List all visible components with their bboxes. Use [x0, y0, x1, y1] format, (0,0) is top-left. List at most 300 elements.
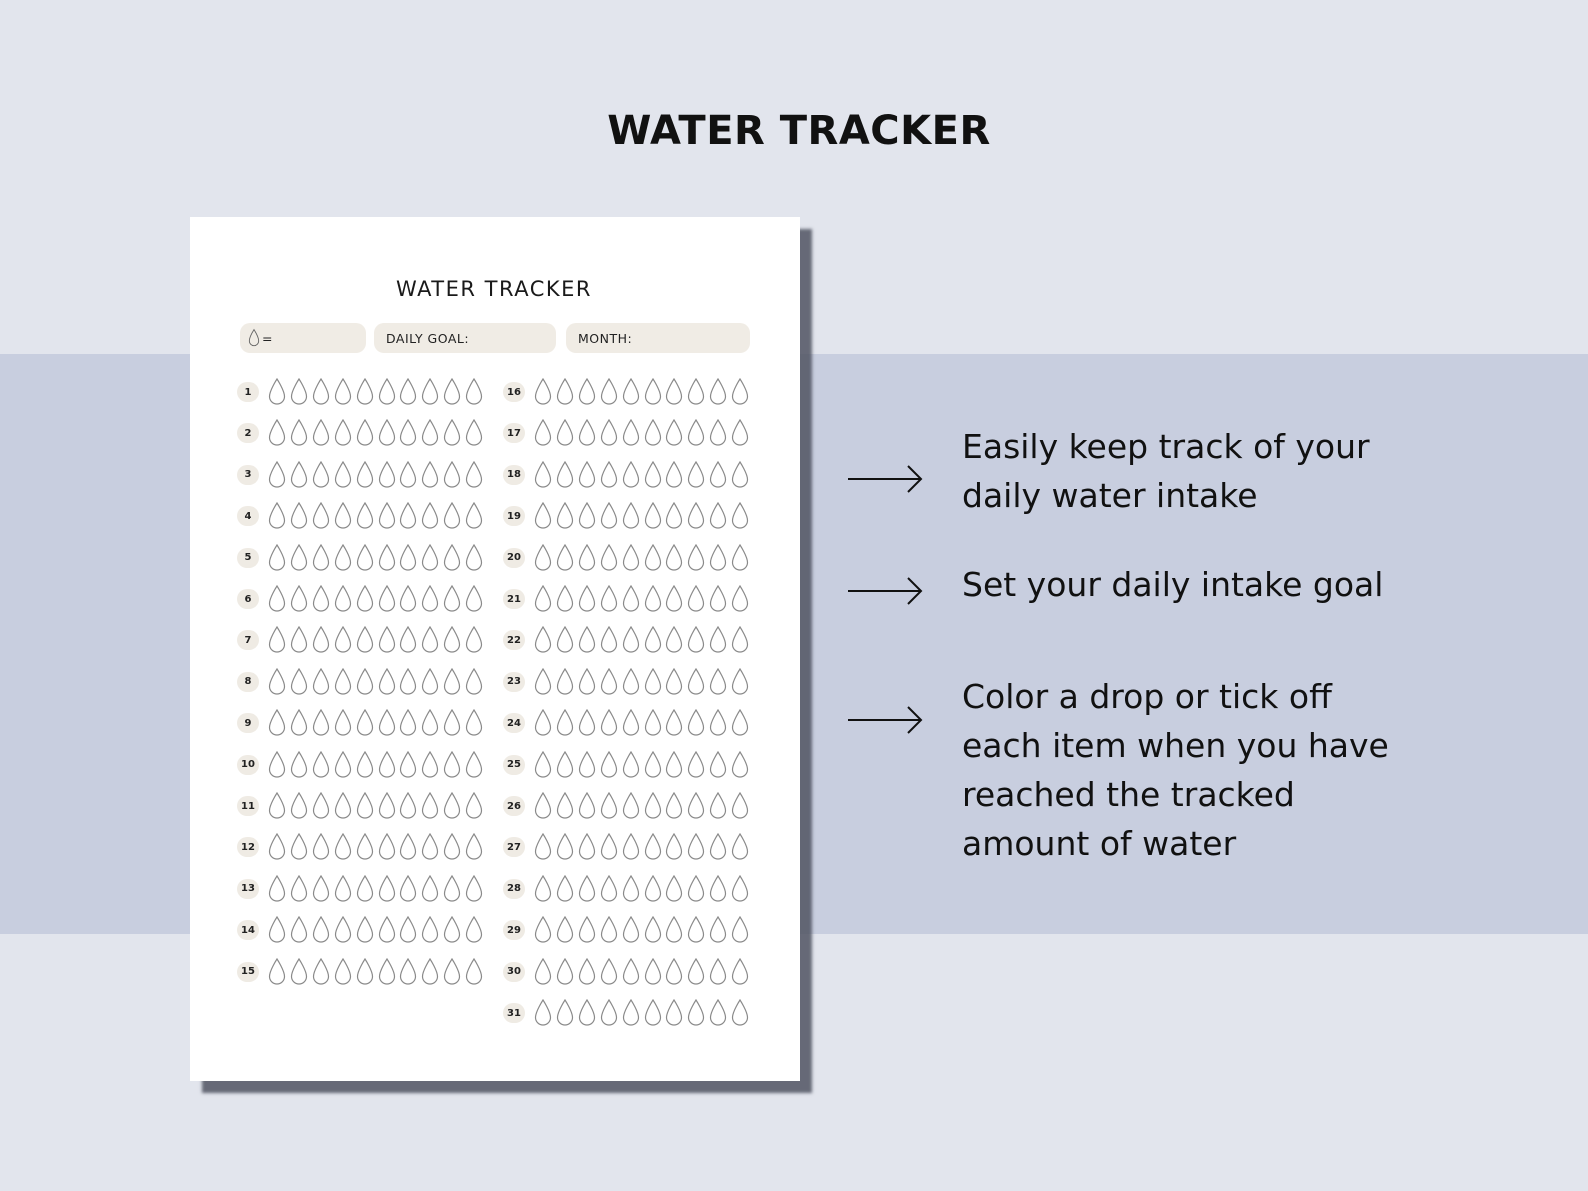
water-drop-icon[interactable] — [356, 585, 374, 612]
water-drop-icon[interactable] — [443, 461, 461, 488]
water-drop-icon[interactable] — [268, 751, 286, 778]
water-drop-icon[interactable] — [622, 461, 640, 488]
water-drop-icon[interactable] — [312, 585, 330, 612]
water-drop-icon[interactable] — [399, 958, 417, 985]
water-drop-icon[interactable] — [378, 544, 396, 571]
water-drop-icon[interactable] — [356, 461, 374, 488]
water-drop-icon[interactable] — [622, 419, 640, 446]
water-drop-icon[interactable] — [622, 544, 640, 571]
water-drop-icon[interactable] — [378, 419, 396, 446]
water-drop-icon[interactable] — [312, 544, 330, 571]
water-drop-icon[interactable] — [421, 916, 439, 943]
water-drop-icon[interactable] — [556, 626, 574, 653]
water-drop-icon[interactable] — [600, 833, 618, 860]
water-drop-icon[interactable] — [644, 792, 662, 819]
water-drop-icon[interactable] — [578, 502, 596, 529]
water-drop-icon[interactable] — [665, 792, 683, 819]
water-drop-icon[interactable] — [378, 792, 396, 819]
water-drop-icon[interactable] — [644, 999, 662, 1026]
water-drop-icon[interactable] — [421, 626, 439, 653]
water-drop-icon[interactable] — [399, 916, 417, 943]
water-drop-icon[interactable] — [356, 668, 374, 695]
water-drop-icon[interactable] — [687, 958, 705, 985]
drop-unit-field[interactable] — [240, 323, 366, 353]
water-drop-icon[interactable] — [731, 585, 749, 612]
water-drop-icon[interactable] — [665, 585, 683, 612]
water-drop-icon[interactable] — [731, 461, 749, 488]
water-drop-icon[interactable] — [421, 833, 439, 860]
water-drop-icon[interactable] — [465, 419, 483, 446]
water-drop-icon[interactable] — [356, 875, 374, 902]
water-drop-icon[interactable] — [644, 544, 662, 571]
water-drop-icon[interactable] — [578, 958, 596, 985]
water-drop-icon[interactable] — [399, 833, 417, 860]
water-drop-icon[interactable] — [534, 792, 552, 819]
water-drop-icon[interactable] — [534, 916, 552, 943]
water-drop-icon[interactable] — [665, 378, 683, 405]
water-drop-icon[interactable] — [290, 875, 308, 902]
water-drop-icon[interactable] — [687, 792, 705, 819]
water-drop-icon[interactable] — [290, 751, 308, 778]
water-drop-icon[interactable] — [356, 958, 374, 985]
water-drop-icon[interactable] — [334, 626, 352, 653]
water-drop-icon[interactable] — [600, 419, 618, 446]
water-drop-icon[interactable] — [312, 461, 330, 488]
water-drop-icon[interactable] — [578, 916, 596, 943]
water-drop-icon[interactable] — [665, 461, 683, 488]
water-drop-icon[interactable] — [665, 751, 683, 778]
water-drop-icon[interactable] — [534, 875, 552, 902]
water-drop-icon[interactable] — [600, 585, 618, 612]
water-drop-icon[interactable] — [378, 461, 396, 488]
water-drop-icon[interactable] — [622, 626, 640, 653]
water-drop-icon[interactable] — [465, 502, 483, 529]
water-drop-icon[interactable] — [622, 709, 640, 736]
water-drop-icon[interactable] — [399, 502, 417, 529]
water-drop-icon[interactable] — [268, 833, 286, 860]
water-drop-icon[interactable] — [378, 502, 396, 529]
water-drop-icon[interactable] — [644, 875, 662, 902]
water-drop-icon[interactable] — [465, 792, 483, 819]
water-drop-icon[interactable] — [731, 751, 749, 778]
water-drop-icon[interactable] — [556, 792, 574, 819]
water-drop-icon[interactable] — [556, 544, 574, 571]
water-drop-icon[interactable] — [378, 626, 396, 653]
water-drop-icon[interactable] — [665, 999, 683, 1026]
water-drop-icon[interactable] — [290, 668, 308, 695]
water-drop-icon[interactable] — [465, 544, 483, 571]
water-drop-icon[interactable] — [334, 958, 352, 985]
water-drop-icon[interactable] — [644, 833, 662, 860]
water-drop-icon[interactable] — [578, 792, 596, 819]
water-drop-icon[interactable] — [334, 875, 352, 902]
water-drop-icon[interactable] — [334, 709, 352, 736]
water-drop-icon[interactable] — [421, 792, 439, 819]
water-drop-icon[interactable] — [622, 833, 640, 860]
water-drop-icon[interactable] — [399, 378, 417, 405]
water-drop-icon[interactable] — [578, 999, 596, 1026]
water-drop-icon[interactable] — [556, 916, 574, 943]
water-drop-icon[interactable] — [421, 378, 439, 405]
water-drop-icon[interactable] — [687, 668, 705, 695]
water-drop-icon[interactable] — [600, 668, 618, 695]
water-drop-icon[interactable] — [578, 626, 596, 653]
water-drop-icon[interactable] — [290, 378, 308, 405]
water-drop-icon[interactable] — [731, 544, 749, 571]
water-drop-icon[interactable] — [312, 502, 330, 529]
water-drop-icon[interactable] — [378, 751, 396, 778]
water-drop-icon[interactable] — [687, 709, 705, 736]
water-drop-icon[interactable] — [465, 378, 483, 405]
water-drop-icon[interactable] — [578, 668, 596, 695]
water-drop-icon[interactable] — [578, 461, 596, 488]
water-drop-icon[interactable] — [709, 378, 727, 405]
water-drop-icon[interactable] — [421, 461, 439, 488]
water-drop-icon[interactable] — [534, 751, 552, 778]
water-drop-icon[interactable] — [644, 461, 662, 488]
water-drop-icon[interactable] — [312, 668, 330, 695]
water-drop-icon[interactable] — [334, 833, 352, 860]
water-drop-icon[interactable] — [421, 544, 439, 571]
water-drop-icon[interactable] — [465, 668, 483, 695]
water-drop-icon[interactable] — [665, 419, 683, 446]
water-drop-icon[interactable] — [290, 544, 308, 571]
water-drop-icon[interactable] — [731, 378, 749, 405]
water-drop-icon[interactable] — [312, 751, 330, 778]
water-drop-icon[interactable] — [443, 668, 461, 695]
water-drop-icon[interactable] — [534, 378, 552, 405]
water-drop-icon[interactable] — [378, 668, 396, 695]
water-drop-icon[interactable] — [378, 585, 396, 612]
water-drop-icon[interactable] — [731, 419, 749, 446]
water-drop-icon[interactable] — [421, 709, 439, 736]
water-drop-icon[interactable] — [644, 626, 662, 653]
water-drop-icon[interactable] — [644, 958, 662, 985]
water-drop-icon[interactable] — [578, 544, 596, 571]
water-drop-icon[interactable] — [600, 875, 618, 902]
water-drop-icon[interactable] — [687, 419, 705, 446]
water-drop-icon[interactable] — [709, 502, 727, 529]
water-drop-icon[interactable] — [443, 916, 461, 943]
water-drop-icon[interactable] — [665, 875, 683, 902]
water-drop-icon[interactable] — [622, 875, 640, 902]
water-drop-icon[interactable] — [378, 709, 396, 736]
water-drop-icon[interactable] — [421, 875, 439, 902]
water-drop-icon[interactable] — [268, 709, 286, 736]
water-drop-icon[interactable] — [465, 833, 483, 860]
water-drop-icon[interactable] — [334, 585, 352, 612]
water-drop-icon[interactable] — [687, 502, 705, 529]
water-drop-icon[interactable] — [290, 958, 308, 985]
water-drop-icon[interactable] — [356, 792, 374, 819]
water-drop-icon[interactable] — [709, 751, 727, 778]
water-drop-icon[interactable] — [709, 585, 727, 612]
water-drop-icon[interactable] — [465, 461, 483, 488]
water-drop-icon[interactable] — [556, 833, 574, 860]
water-drop-icon[interactable] — [534, 958, 552, 985]
water-drop-icon[interactable] — [556, 378, 574, 405]
water-drop-icon[interactable] — [534, 544, 552, 571]
water-drop-icon[interactable] — [421, 668, 439, 695]
water-drop-icon[interactable] — [709, 833, 727, 860]
water-drop-icon[interactable] — [334, 916, 352, 943]
water-drop-icon[interactable] — [312, 958, 330, 985]
water-drop-icon[interactable] — [578, 419, 596, 446]
water-drop-icon[interactable] — [399, 792, 417, 819]
water-drop-icon[interactable] — [600, 502, 618, 529]
water-drop-icon[interactable] — [687, 626, 705, 653]
water-drop-icon[interactable] — [268, 958, 286, 985]
water-drop-icon[interactable] — [465, 751, 483, 778]
water-drop-icon[interactable] — [600, 958, 618, 985]
water-drop-icon[interactable] — [622, 378, 640, 405]
water-drop-icon[interactable] — [556, 502, 574, 529]
water-drop-icon[interactable] — [421, 958, 439, 985]
water-drop-icon[interactable] — [443, 875, 461, 902]
water-drop-icon[interactable] — [268, 585, 286, 612]
water-drop-icon[interactable] — [356, 751, 374, 778]
water-drop-icon[interactable] — [312, 875, 330, 902]
water-drop-icon[interactable] — [356, 709, 374, 736]
water-drop-icon[interactable] — [665, 502, 683, 529]
water-drop-icon[interactable] — [578, 378, 596, 405]
water-drop-icon[interactable] — [356, 833, 374, 860]
water-drop-icon[interactable] — [556, 668, 574, 695]
water-drop-icon[interactable] — [687, 833, 705, 860]
water-drop-icon[interactable] — [731, 502, 749, 529]
water-drop-icon[interactable] — [600, 916, 618, 943]
water-drop-icon[interactable] — [731, 668, 749, 695]
water-drop-icon[interactable] — [268, 544, 286, 571]
water-drop-icon[interactable] — [334, 792, 352, 819]
water-drop-icon[interactable] — [399, 751, 417, 778]
water-drop-icon[interactable] — [290, 502, 308, 529]
water-drop-icon[interactable] — [731, 875, 749, 902]
water-drop-icon[interactable] — [731, 833, 749, 860]
water-drop-icon[interactable] — [622, 916, 640, 943]
water-drop-icon[interactable] — [644, 668, 662, 695]
water-drop-icon[interactable] — [268, 668, 286, 695]
water-drop-icon[interactable] — [709, 419, 727, 446]
water-drop-icon[interactable] — [421, 585, 439, 612]
water-drop-icon[interactable] — [731, 958, 749, 985]
water-drop-icon[interactable] — [399, 709, 417, 736]
water-drop-icon[interactable] — [399, 668, 417, 695]
water-drop-icon[interactable] — [399, 461, 417, 488]
water-drop-icon[interactable] — [465, 875, 483, 902]
water-drop-icon[interactable] — [421, 419, 439, 446]
water-drop-icon[interactable] — [290, 461, 308, 488]
water-drop-icon[interactable] — [399, 544, 417, 571]
water-drop-icon[interactable] — [556, 958, 574, 985]
water-drop-icon[interactable] — [578, 833, 596, 860]
water-drop-icon[interactable] — [687, 461, 705, 488]
water-drop-icon[interactable] — [443, 502, 461, 529]
water-drop-icon[interactable] — [709, 709, 727, 736]
water-drop-icon[interactable] — [665, 668, 683, 695]
water-drop-icon[interactable] — [709, 626, 727, 653]
water-drop-icon[interactable] — [622, 999, 640, 1026]
water-drop-icon[interactable] — [556, 999, 574, 1026]
water-drop-icon[interactable] — [268, 792, 286, 819]
water-drop-icon[interactable] — [399, 626, 417, 653]
water-drop-icon[interactable] — [709, 792, 727, 819]
water-drop-icon[interactable] — [731, 626, 749, 653]
water-drop-icon[interactable] — [334, 419, 352, 446]
water-drop-icon[interactable] — [356, 378, 374, 405]
water-drop-icon[interactable] — [665, 544, 683, 571]
water-drop-icon[interactable] — [556, 461, 574, 488]
water-drop-icon[interactable] — [556, 875, 574, 902]
water-drop-icon[interactable] — [290, 709, 308, 736]
water-drop-icon[interactable] — [534, 626, 552, 653]
water-drop-icon[interactable] — [556, 585, 574, 612]
water-drop-icon[interactable] — [378, 875, 396, 902]
water-drop-icon[interactable] — [556, 419, 574, 446]
water-drop-icon[interactable] — [644, 916, 662, 943]
water-drop-icon[interactable] — [290, 419, 308, 446]
water-drop-icon[interactable] — [443, 709, 461, 736]
water-drop-icon[interactable] — [334, 751, 352, 778]
water-drop-icon[interactable] — [644, 709, 662, 736]
water-drop-icon[interactable] — [268, 916, 286, 943]
water-drop-icon[interactable] — [687, 585, 705, 612]
water-drop-icon[interactable] — [600, 461, 618, 488]
water-drop-icon[interactable] — [731, 916, 749, 943]
water-drop-icon[interactable] — [578, 875, 596, 902]
water-drop-icon[interactable] — [709, 668, 727, 695]
water-drop-icon[interactable] — [356, 544, 374, 571]
water-drop-icon[interactable] — [687, 751, 705, 778]
water-drop-icon[interactable] — [687, 916, 705, 943]
water-drop-icon[interactable] — [312, 833, 330, 860]
water-drop-icon[interactable] — [356, 502, 374, 529]
water-drop-icon[interactable] — [622, 751, 640, 778]
water-drop-icon[interactable] — [465, 916, 483, 943]
water-drop-icon[interactable] — [421, 751, 439, 778]
water-drop-icon[interactable] — [443, 544, 461, 571]
water-drop-icon[interactable] — [443, 419, 461, 446]
water-drop-icon[interactable] — [290, 626, 308, 653]
water-drop-icon[interactable] — [268, 378, 286, 405]
water-drop-icon[interactable] — [709, 461, 727, 488]
water-drop-icon[interactable] — [622, 502, 640, 529]
water-drop-icon[interactable] — [290, 916, 308, 943]
water-drop-icon[interactable] — [665, 833, 683, 860]
water-drop-icon[interactable] — [290, 585, 308, 612]
water-drop-icon[interactable] — [556, 709, 574, 736]
water-drop-icon[interactable] — [312, 916, 330, 943]
water-drop-icon[interactable] — [600, 544, 618, 571]
water-drop-icon[interactable] — [709, 875, 727, 902]
water-drop-icon[interactable] — [290, 792, 308, 819]
water-drop-icon[interactable] — [268, 502, 286, 529]
water-drop-icon[interactable] — [731, 709, 749, 736]
water-drop-icon[interactable] — [578, 585, 596, 612]
water-drop-icon[interactable] — [534, 709, 552, 736]
water-drop-icon[interactable] — [600, 999, 618, 1026]
water-drop-icon[interactable] — [443, 378, 461, 405]
water-drop-icon[interactable] — [443, 792, 461, 819]
water-drop-icon[interactable] — [534, 502, 552, 529]
water-drop-icon[interactable] — [356, 626, 374, 653]
water-drop-icon[interactable] — [465, 626, 483, 653]
water-drop-icon[interactable] — [312, 792, 330, 819]
water-drop-icon[interactable] — [731, 792, 749, 819]
water-drop-icon[interactable] — [465, 709, 483, 736]
water-drop-icon[interactable] — [600, 378, 618, 405]
water-drop-icon[interactable] — [644, 419, 662, 446]
water-drop-icon[interactable] — [334, 544, 352, 571]
water-drop-icon[interactable] — [399, 585, 417, 612]
water-drop-icon[interactable] — [378, 916, 396, 943]
water-drop-icon[interactable] — [600, 792, 618, 819]
water-drop-icon[interactable] — [334, 378, 352, 405]
water-drop-icon[interactable] — [399, 419, 417, 446]
water-drop-icon[interactable] — [665, 958, 683, 985]
water-drop-icon[interactable] — [312, 709, 330, 736]
water-drop-icon[interactable] — [334, 668, 352, 695]
water-drop-icon[interactable] — [644, 585, 662, 612]
water-drop-icon[interactable] — [465, 585, 483, 612]
water-drop-icon[interactable] — [268, 419, 286, 446]
water-drop-icon[interactable] — [578, 709, 596, 736]
water-drop-icon[interactable] — [578, 751, 596, 778]
water-drop-icon[interactable] — [665, 916, 683, 943]
water-drop-icon[interactable] — [709, 916, 727, 943]
water-drop-icon[interactable] — [268, 875, 286, 902]
water-drop-icon[interactable] — [443, 833, 461, 860]
water-drop-icon[interactable] — [687, 999, 705, 1026]
water-drop-icon[interactable] — [687, 378, 705, 405]
water-drop-icon[interactable] — [644, 751, 662, 778]
water-drop-icon[interactable] — [665, 626, 683, 653]
water-drop-icon[interactable] — [600, 626, 618, 653]
water-drop-icon[interactable] — [443, 751, 461, 778]
water-drop-icon[interactable] — [556, 751, 574, 778]
water-drop-icon[interactable] — [443, 958, 461, 985]
water-drop-icon[interactable] — [622, 668, 640, 695]
water-drop-icon[interactable] — [622, 958, 640, 985]
water-drop-icon[interactable] — [534, 419, 552, 446]
water-drop-icon[interactable] — [334, 461, 352, 488]
water-drop-icon[interactable] — [644, 378, 662, 405]
water-drop-icon[interactable] — [731, 999, 749, 1026]
water-drop-icon[interactable] — [378, 833, 396, 860]
water-drop-icon[interactable] — [356, 916, 374, 943]
daily-goal-field[interactable] — [374, 323, 556, 353]
water-drop-icon[interactable] — [290, 833, 308, 860]
water-drop-icon[interactable] — [622, 792, 640, 819]
water-drop-icon[interactable] — [378, 958, 396, 985]
water-drop-icon[interactable] — [334, 502, 352, 529]
water-drop-icon[interactable] — [644, 502, 662, 529]
water-drop-icon[interactable] — [534, 999, 552, 1026]
water-drop-icon[interactable] — [421, 502, 439, 529]
water-drop-icon[interactable] — [600, 751, 618, 778]
water-drop-icon[interactable] — [600, 709, 618, 736]
month-field[interactable] — [566, 323, 750, 353]
water-drop-icon[interactable] — [534, 833, 552, 860]
water-drop-icon[interactable] — [709, 544, 727, 571]
water-drop-icon[interactable] — [399, 875, 417, 902]
water-drop-icon[interactable] — [622, 585, 640, 612]
water-drop-icon[interactable] — [534, 461, 552, 488]
water-drop-icon[interactable] — [356, 419, 374, 446]
water-drop-icon[interactable] — [687, 875, 705, 902]
water-drop-icon[interactable] — [534, 668, 552, 695]
water-drop-icon[interactable] — [312, 419, 330, 446]
